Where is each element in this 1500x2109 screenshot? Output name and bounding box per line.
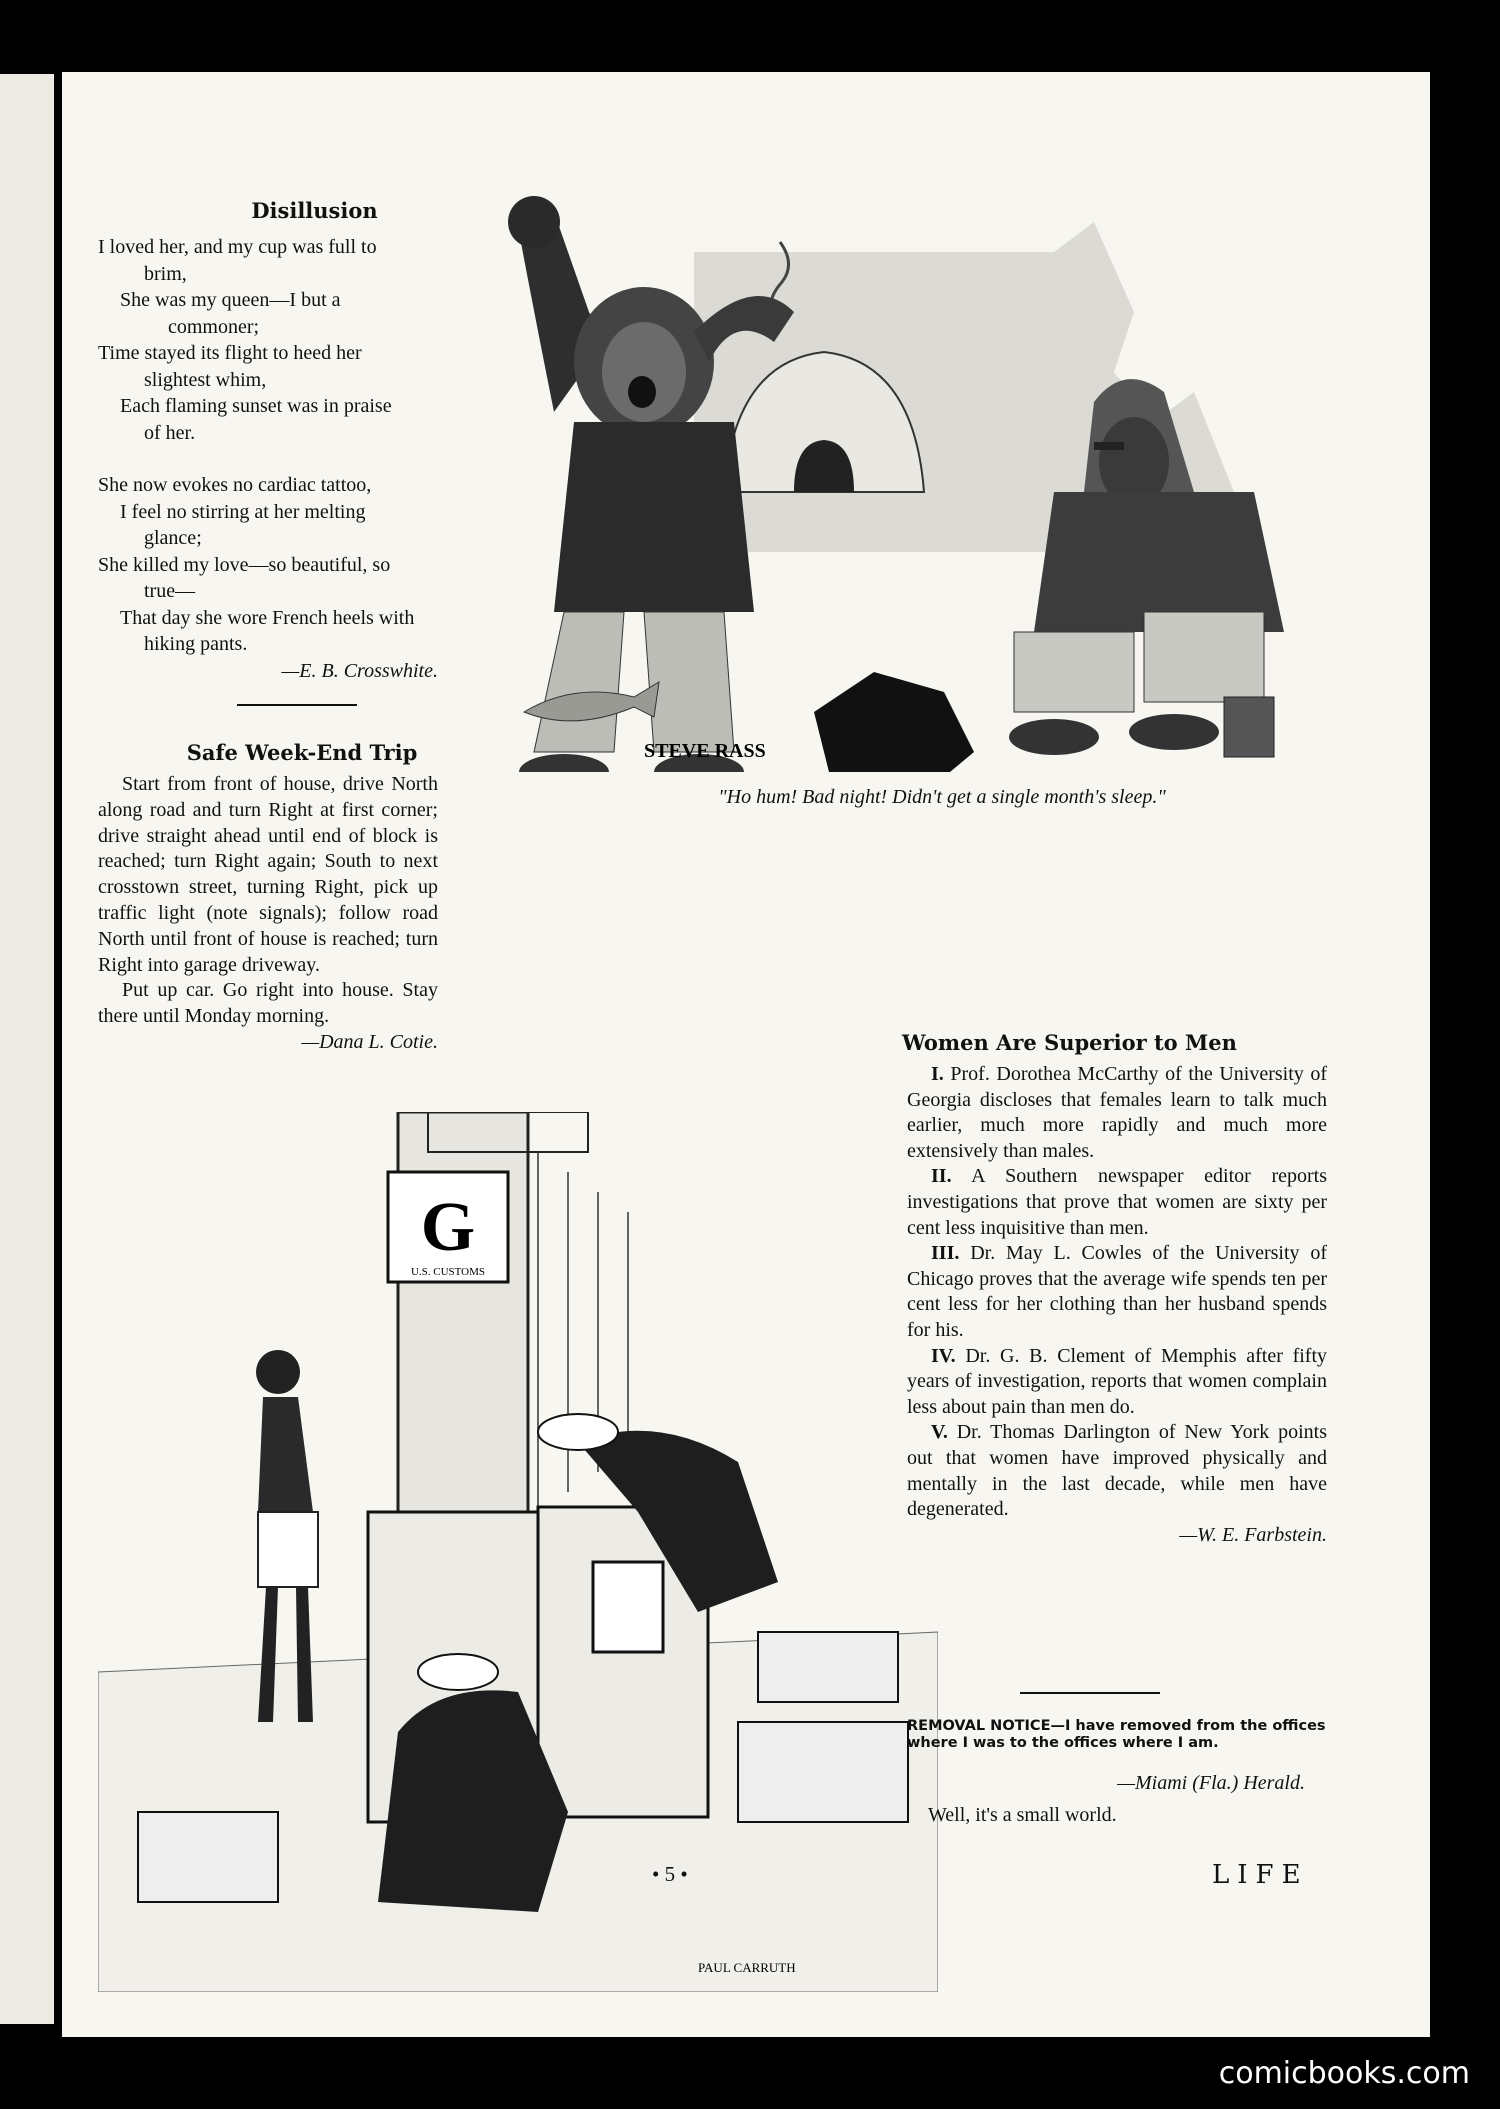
item-text: A Southern newspaper editor reports investigations that prove that women are sixty per cent less inquisitive than men. — [907, 1165, 1327, 1239]
artist-signature: STEVE RASS — [644, 740, 766, 762]
women-item — [907, 1062, 1327, 1164]
item-number: IV. — [931, 1344, 956, 1367]
facing-page-edge — [0, 74, 54, 2024]
women-body — [907, 1062, 1327, 1548]
poem-line: true— — [144, 580, 196, 602]
crate — [138, 1812, 278, 1902]
poem-line: Each flaming sunset was in praise — [120, 395, 392, 417]
poem-line: commoner; — [168, 315, 260, 338]
item-text: Prof. Dorothea McCarthy of the University of Georgia discloses that females learn to talk much earlier, much more rapidly and much more extensively than males. — [907, 1063, 1328, 1162]
women-title: Women Are Superior to Men — [902, 1030, 1237, 1055]
poem-line: glance; — [144, 527, 202, 549]
item-number: I. — [931, 1063, 944, 1085]
poem-line: She killed my love—so beautiful, so — [98, 553, 391, 576]
artist-signature: PAUL CARRUTH — [698, 1960, 796, 1975]
eskimo-cartoon — [494, 192, 1334, 772]
trip-byline: —Dana L. Cotie. — [301, 1030, 438, 1053]
notice-comment: Well, it's a small world. — [928, 1804, 1117, 1826]
watermark: comicbooks.com — [1218, 2056, 1470, 2091]
item-text: Dr. G. B. Clement of Memphis after fifty years of investigation, reports that women complain less about pain than men do. — [907, 1344, 1328, 1418]
poem-line: Time stayed its flight to heed her — [98, 342, 362, 364]
page-number: • 5 • — [652, 1862, 688, 1886]
poem-line: That day she wore French heels with — [120, 606, 415, 629]
item-text: Dr. Thomas Darlington of New York points out that women have improved physically and mentally in the last decade, while men have degenerated. — [907, 1421, 1328, 1521]
section-divider — [237, 704, 357, 706]
item-number: V. — [931, 1421, 948, 1444]
women-item — [907, 1241, 1327, 1343]
women-item — [907, 1344, 1327, 1421]
poem-line: slightest whim, — [144, 368, 267, 391]
trip-paragraph: Start from front of house, drive North along road and turn Right at first corner; drive straight ahead until end of block is reached; turn Right again; South to next crosstown street, turning Right, pick up traffic light (note signals); follow road North until front of house is reached; turn Right into garage driveway. — [98, 773, 438, 976]
sign-letter: G — [420, 1189, 476, 1266]
item-text: Dr. May L. Cowles of the University of Chicago proves that the average wife spends ten per cent less for her clothing than her husband spends for his. — [907, 1242, 1327, 1341]
poem-line: I feel no stirring at her melting — [120, 500, 366, 523]
poem-byline: —E. B. Crosswhite. — [281, 659, 438, 682]
item-number: III. — [931, 1242, 960, 1265]
section-divider — [1020, 1692, 1160, 1694]
suitcase — [738, 1722, 908, 1822]
poem-body — [98, 234, 438, 684]
poem-line: hiking pants. — [144, 633, 248, 655]
women-item — [907, 1164, 1327, 1241]
suitcase — [758, 1632, 898, 1702]
bucket — [1224, 697, 1274, 757]
women-item — [907, 1420, 1327, 1522]
trip-body — [98, 772, 438, 1056]
trip-title: Safe Week-End Trip — [186, 740, 418, 765]
women-byline: —W. E. Farbstein. — [1179, 1523, 1327, 1546]
trip-paragraph: Put up car. Go right into house. Stay there until Monday morning. — [98, 979, 438, 1028]
customs-cartoon — [98, 1112, 938, 1992]
magazine-page — [62, 72, 1430, 2037]
notice-source: —Miami (Fla.) Herald. — [1117, 1772, 1305, 1794]
poem-line: She now evokes no cardiac tattoo, — [98, 474, 372, 496]
removal-notice: REMOVAL NOTICE—I have removed from the offices where I was to the offices where I am. — [907, 1718, 1326, 1751]
poem-line: She was my queen—I but a — [120, 289, 341, 311]
masthead: LIFE — [1212, 1860, 1309, 1890]
item-number: II. — [931, 1165, 952, 1188]
poem-title: Disillusion — [251, 198, 378, 223]
poem-line: of her. — [144, 421, 196, 444]
poem-line: I loved her, and my cup was full to — [98, 236, 377, 258]
cartoon-caption: "Ho hum! Bad night! Didn't get a single month's sleep." — [718, 786, 1166, 808]
poem-line: brim, — [144, 262, 187, 285]
sign-text: U.S. CUSTOMS — [410, 1266, 486, 1278]
